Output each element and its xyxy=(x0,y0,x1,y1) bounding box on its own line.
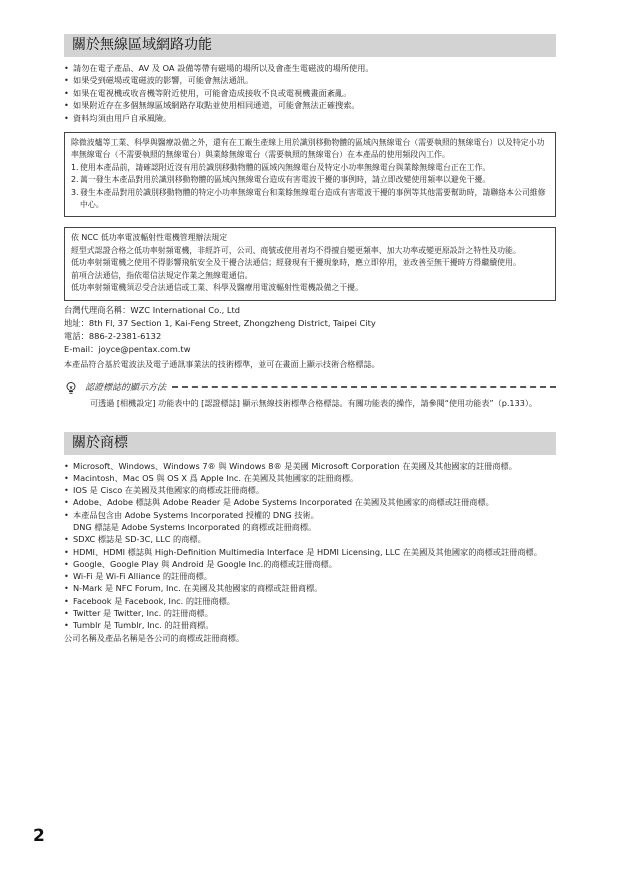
list-item: • Microsoft、Windows、Windows 7® 與 Windows 8® 是美國 Microsoft Corporation 在美國及其他國家的註冊商標。 xyxy=(64,460,556,472)
item-text: 萬一發生本產品對用於識別移動物體的區域內無線電台造成有害電波干擾的事例時，請立即改變使用頻率以避免干擾。 xyxy=(80,175,491,185)
list-item: • 本產品包含由 Adobe Systems Incorporated 授權的 DNG 技術。 DNG 標誌是 Adobe Systems Incorporated 的商標或註冊商標。 xyxy=(64,509,556,534)
ncc-line: 低功率射頻電機須忍受合法通信或工業、科學及醫療用電波輻射性電機設備之干擾。 xyxy=(71,283,363,293)
agent-name: 台灣代理商名稱：WZC International Co., Ltd xyxy=(64,304,241,315)
list-item: • 如果受到磁場或電磁波的影響，可能會無法通訊。 xyxy=(64,74,556,86)
notice-intro: 除微波爐等工業、科學與醫療設備之外，還有在工廠生產線上用於識別移動物體的區域內無線電台（需要執照的無線電台）以及特定小功率無線電台（不需要執照的無線電台）與業餘無線電台（需要執照的無線電台）在本產品的使用頻段內工作。 xyxy=(71,138,545,160)
list-item xyxy=(71,162,549,174)
hint-divider xyxy=(172,386,556,388)
section-title-wireless-lan: 關於無線區域網路功能 xyxy=(64,34,556,57)
list-item: • 資料均須由用戶自承風險。 xyxy=(64,112,556,124)
wireless-bullet-list xyxy=(64,62,556,124)
list-item: • Facebook 是 Facebook, Inc. 的註冊商標。 xyxy=(64,595,556,607)
compliance-statement: 本產品符合基於電波法及電子通訊事業法的技術標準，並可在畫面上顯示技術合格標誌。 xyxy=(64,358,380,369)
manual-page xyxy=(64,34,556,644)
list-item xyxy=(71,187,549,212)
item-text: 發生本產品對用於識別移動物體的特定小功率無線電台和業餘無線電台造成有害電波干擾的事例等其他需要幫助時，請聯絡本公司維修中心。 xyxy=(80,187,546,210)
ncc-line: 前項合法通信，指依電信法規定作業之無線電通信。 xyxy=(71,270,253,280)
list-item: • Macintosh、Mac OS 與 OS X 爲 Apple Inc. 在美國及其他國家的註冊商標。 xyxy=(64,472,556,484)
list-item: • 如果附近存在多個無線區域網路存取點並使用相同通道，可能會無法正確搜索。 xyxy=(64,99,556,111)
ncc-line: 依 NCC 低功率電波輻射性電機管理辦法規定 xyxy=(71,233,228,243)
trademarks-section xyxy=(64,432,556,644)
list-item: • Google、Google Play 與 Android 是 Google Inc.的商標或註冊商標。 xyxy=(64,558,556,570)
item-number: 3. xyxy=(71,187,79,197)
list-item: • IOS 是 Cisco 在美國及其他國家的商標或註冊商標。 xyxy=(64,484,556,496)
hint-body: 可透過 [相機設定] 功能表中的 [認證標誌] 顯示無線技術標準合格標誌。有關功能表的操作，請參閱“使用功能表”（p.133）。 xyxy=(90,397,538,408)
item-number: 2. xyxy=(71,175,79,185)
hint-block xyxy=(64,380,556,410)
page-number: 2 xyxy=(33,826,45,846)
agent-address: 地址：8th Fl, 37 Section 1, Kai-Feng Street, Zhongzheng District, Taipei City xyxy=(64,317,376,328)
list-item: • N-Mark 是 NFC Forum, Inc. 在美國及其他國家的商標或註冊商標。 xyxy=(64,582,556,594)
list-item: • Tumblr 是 Tumblr, Inc. 的註冊商標。 xyxy=(64,619,556,631)
list-item xyxy=(71,174,549,186)
list-item: • Wi-Fi 是 Wi-Fi Alliance 的註冊商標。 xyxy=(64,570,556,582)
section-title-trademarks: 關於商標 xyxy=(64,432,556,455)
lightbulb-icon xyxy=(64,380,78,394)
list-item: • HDMI、HDMI 標誌與 High-Definition Multimedia Interface 是 HDMI Licensing, LLC 在美國及其他國家的商標或註冊商標。 xyxy=(64,546,556,558)
list-item: • Twitter 是 Twitter, Inc. 的註冊商標。 xyxy=(64,607,556,619)
item-number: 1. xyxy=(71,162,79,172)
ncc-line: 低功率射頻電機之使用不得影響飛航安全及干擾合法通信；經發現有干擾現象時，應立即停用，並改善至無干擾時方得繼續使用。 xyxy=(71,258,521,268)
trademark-footer-note: 公司名稱及產品名稱是各公司的商標或註冊商標。 xyxy=(64,632,245,643)
list-item: • 如果在電視機或收音機等附近使用，可能會造成接收不良或電視機畫面紊亂。 xyxy=(64,87,556,99)
list-item: • 請勿在電子產品、AV 及 OA 設備等帶有磁場的場所以及會產生電磁波的場所使用。 xyxy=(64,62,556,74)
notice-numbered-list xyxy=(71,162,549,212)
agent-phone: 電話：886-2-2381-6132 xyxy=(64,330,162,341)
list-item: • Adobe、Adobe 標誌與 Adobe Reader 是 Adobe Systems Incorporated 在美國及其他國家的商標或註冊商標。 xyxy=(64,496,556,508)
taiwan-agent-contact xyxy=(64,304,556,356)
agent-email: E-mail：joyce@pentax.com.tw xyxy=(64,343,191,354)
hint-header xyxy=(64,380,556,394)
list-item: • SDXC 標誌是 SD-3C, LLC 的商標。 xyxy=(64,533,556,545)
trademark-bullet-list xyxy=(64,460,556,632)
item-text: 使用本產品前，請確認附近沒有用於識別移動物體的區域內無線電台及特定小功率無線電台與業餘無線電台正在工作。 xyxy=(80,162,491,172)
hint-title: 認證標誌的顯示方法 xyxy=(85,383,167,393)
ncc-line: 經型式認證合格之低功率射頻電機，非經許可，公司、商號或使用者均不得擅自變更頻率、加大功率或變更原設計之特性及功能。 xyxy=(71,245,521,255)
ncc-regulation-box xyxy=(64,227,556,300)
radio-interference-notice-box xyxy=(64,132,556,217)
